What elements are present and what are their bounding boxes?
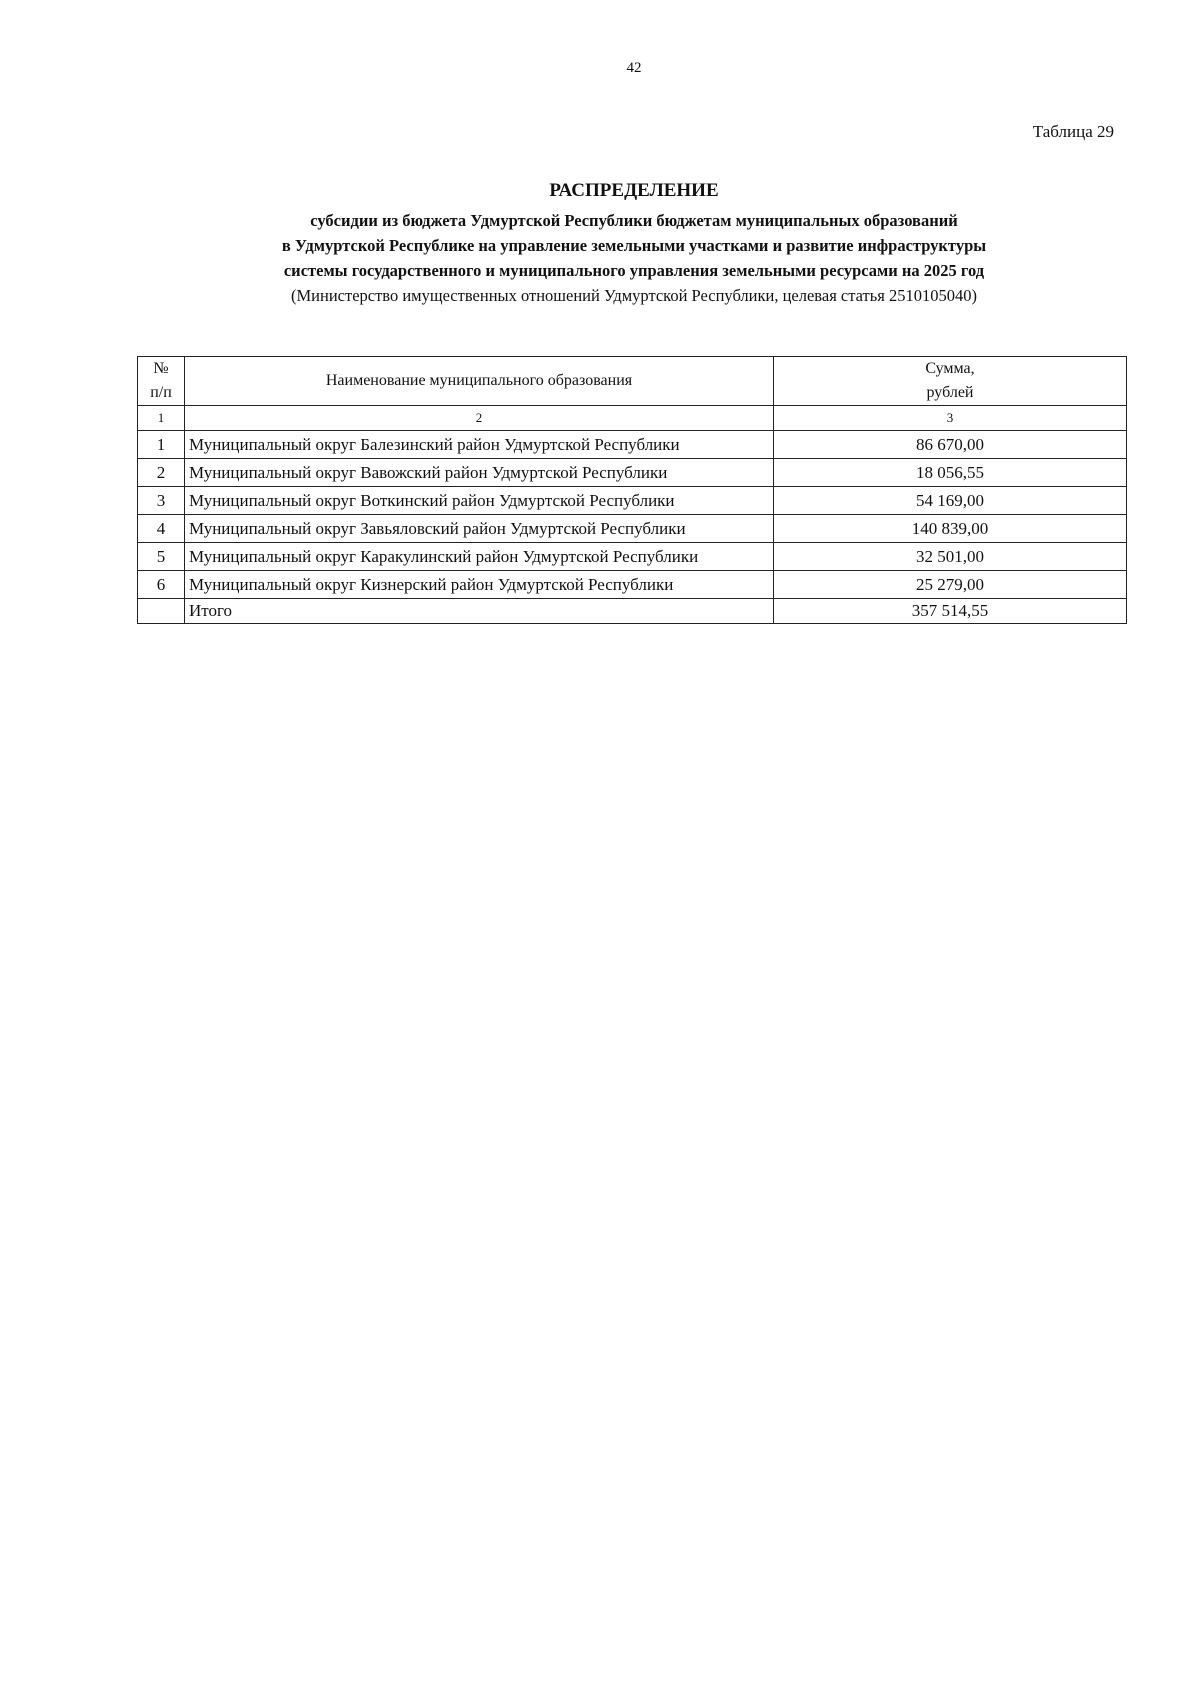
column-index-3: 3 (774, 406, 1127, 431)
row-municipality-name: Муниципальный округ Вавожский район Удмуртской Республики (185, 459, 774, 487)
row-sum: 32 501,00 (774, 543, 1127, 571)
header-number (138, 357, 185, 406)
column-index-row (138, 406, 1127, 431)
row-sum: 25 279,00 (774, 571, 1127, 599)
header-sum-label: Сумма, (925, 360, 975, 377)
total-label: Итого (185, 599, 774, 624)
row-number: 3 (138, 487, 185, 515)
total-sum: 357 514,55 (774, 599, 1127, 624)
row-sum: 54 169,00 (774, 487, 1127, 515)
title-line-3: системы государственного и муниципального управления земельными ресурсами на 2025 год (283, 261, 985, 280)
row-number: 4 (138, 515, 185, 543)
total-number (138, 599, 185, 624)
row-number: 2 (138, 459, 185, 487)
title-line-2: в Удмуртской Республике на управление земельными участками и развитие инфраструктуры (281, 236, 987, 255)
document-title: РАСПРЕДЕЛЕНИЕ (549, 180, 719, 201)
row-sum: 86 670,00 (774, 431, 1127, 459)
header-number-symbol: № (153, 360, 169, 377)
title-line-1: субсидии из бюджета Удмуртской Республики бюджетам муниципальных образований (310, 211, 958, 230)
row-municipality-name: Муниципальный округ Кизнерский район Удмуртской Республики (185, 571, 774, 599)
column-index-1: 1 (138, 406, 185, 431)
table-row (138, 571, 1127, 599)
table-row (138, 515, 1127, 543)
table-row (138, 543, 1127, 571)
table-label: Таблица 29 (1032, 122, 1114, 141)
row-number: 6 (138, 571, 185, 599)
header-sum (774, 357, 1127, 406)
row-municipality-name: Муниципальный округ Воткинский район Удмуртской Республики (185, 487, 774, 515)
row-number: 5 (138, 543, 185, 571)
page-number: 42 (626, 60, 642, 76)
table-row (138, 487, 1127, 515)
header-number-abbr: п/п (150, 384, 172, 401)
column-index-2: 2 (185, 406, 774, 431)
header-name: Наименование муниципального образования (185, 357, 774, 406)
row-municipality-name: Муниципальный округ Каракулинский район Удмуртской Республики (185, 543, 774, 571)
total-row (138, 599, 1127, 624)
row-sum: 18 056,55 (774, 459, 1127, 487)
distribution-table (137, 356, 1127, 624)
table-row (138, 431, 1127, 459)
header-sum-unit: рублей (926, 384, 974, 401)
row-municipality-name: Муниципальный округ Балезинский район Удмуртской Республики (185, 431, 774, 459)
document-title-block (150, 180, 1118, 308)
title-subtitle: (Министерство имущественных отношений Удмуртской Республики, целевая статья 2510105040) (291, 286, 977, 305)
table-row (138, 459, 1127, 487)
row-municipality-name: Муниципальный округ Завьяловский район Удмуртской Республики (185, 515, 774, 543)
row-number: 1 (138, 431, 185, 459)
table-header-row (138, 357, 1127, 406)
row-sum: 140 839,00 (774, 515, 1127, 543)
